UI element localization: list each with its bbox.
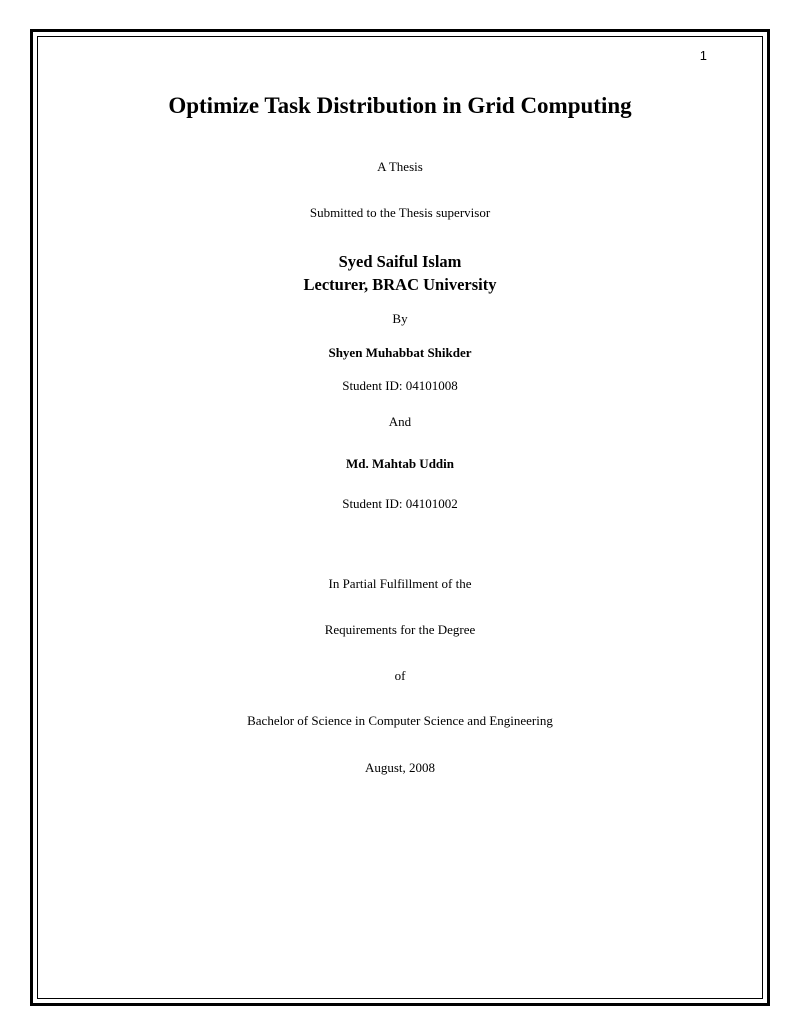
submitted-to-text: Submitted to the Thesis supervisor	[309, 205, 491, 220]
requirements-text: Requirements for the Degree	[324, 622, 476, 637]
and-label: And	[388, 414, 412, 429]
document-title: Optimize Task Distribution in Grid Computing	[168, 93, 632, 118]
author-student-id-1: Student ID: 04101008	[342, 378, 458, 393]
of-label: of	[394, 668, 406, 683]
author-name-2: Md. Mahtab Uddin	[346, 456, 454, 471]
supervisor-name: Syed Saiful Islam	[338, 252, 462, 271]
page-number: 1	[699, 48, 707, 63]
page-border-inner	[37, 36, 763, 999]
supervisor-position: Lecturer, BRAC University	[303, 275, 497, 294]
author-student-id-2: Student ID: 04101002	[342, 496, 458, 511]
date-text: August, 2008	[364, 760, 436, 775]
thesis-label: A Thesis	[377, 159, 423, 174]
by-label: By	[392, 311, 408, 326]
degree-text: Bachelor of Science in Computer Science and Engineering	[247, 713, 553, 728]
fulfillment-text: In Partial Fulfillment of the	[328, 576, 472, 591]
author-name-1: Shyen Muhabbat Shikder	[328, 345, 472, 360]
